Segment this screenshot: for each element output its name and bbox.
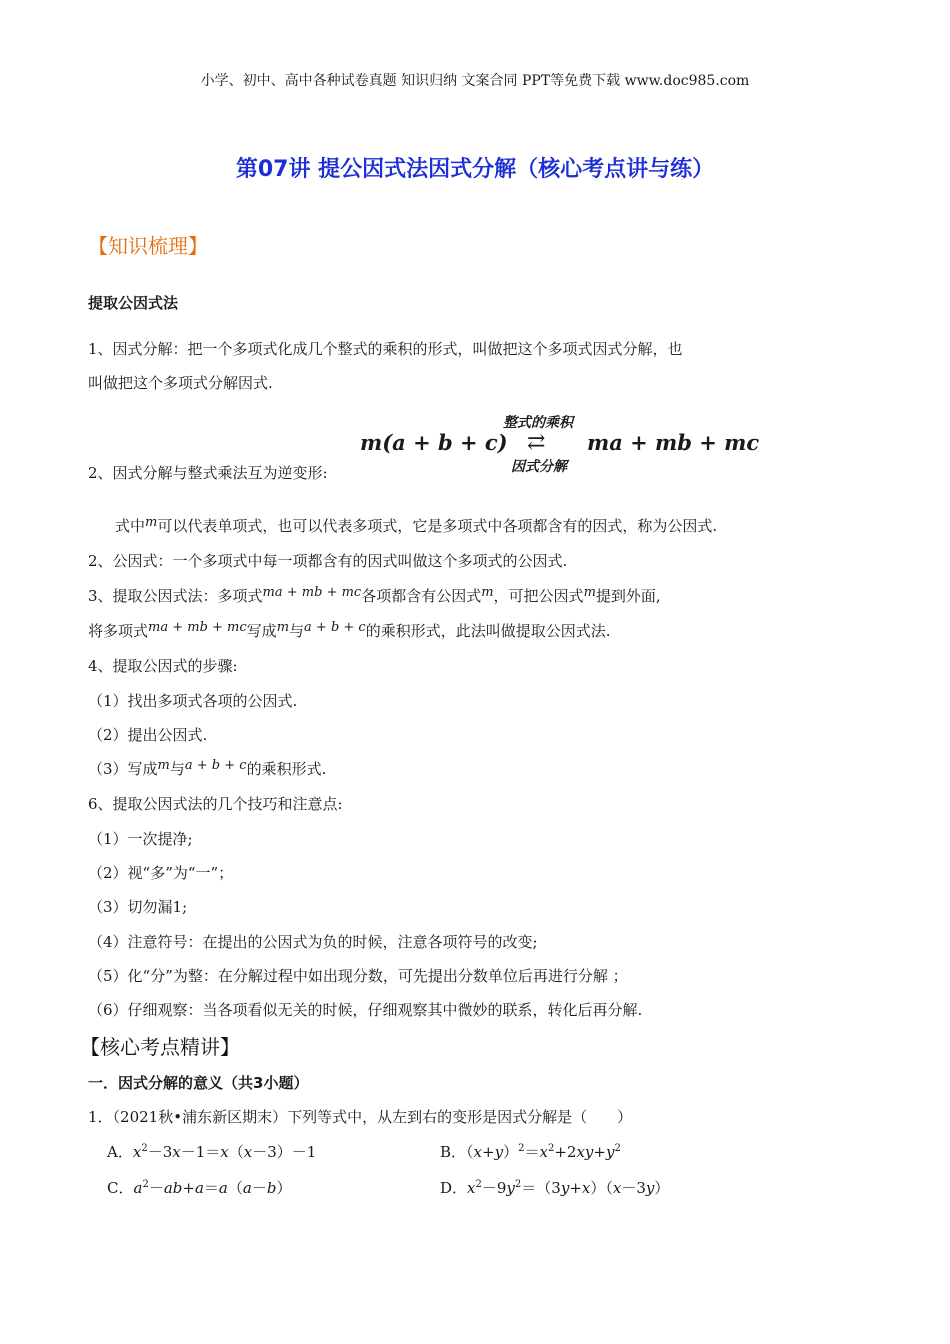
formula-bottom-label: 因式分解: [511, 459, 567, 475]
page-header: 小学、初中、高中各种试卷真题 知识归纳 文案合同 PPT等免费下载 www.doc985.com: [200, 73, 750, 89]
p6-text-c: 与: [289, 622, 305, 640]
option-b-label: B．: [440, 1143, 467, 1161]
subheading: 提取公因式法: [88, 294, 179, 312]
paragraph-1b: 叫做把这个多项式分解因式.: [88, 374, 273, 392]
tip-2: （2）视“多”为“一”；: [88, 864, 234, 882]
option-c-label: C．: [107, 1179, 134, 1197]
tip-6: （6）仔细观察：当各项看似无关的时候，仔细观察其中微妙的联系，转化后再分解.: [88, 1001, 643, 1019]
option-d[interactable]: [440, 1177, 669, 1198]
topic-heading: 一．因式分解的意义（共3小题）: [88, 1074, 309, 1092]
p3-text-a: 式中: [115, 517, 146, 535]
option-c[interactable]: [107, 1177, 291, 1198]
option-d-math: $x^2-9y^2=(3y+x)(x-3y)$: [467, 1179, 670, 1197]
p6-text-d: 的乘积形式，此法叫做提取公因式法.: [365, 622, 611, 640]
p6-text-a: 将多项式: [88, 622, 149, 640]
option-b[interactable]: [440, 1141, 621, 1162]
step3-text-a: （3）写成: [88, 760, 158, 778]
p6-math-m: m: [276, 620, 290, 635]
step3-math-m: m: [157, 758, 170, 773]
step-1: （1）找出多项式各项的公因式.: [88, 692, 298, 710]
reversible-arrow-icon: ⇄: [527, 430, 546, 455]
option-a-math: $x^2-3x-1=x(x-3)-1$: [132, 1143, 317, 1161]
p5-text-c: ，可把公因式: [493, 587, 584, 605]
p3-text-b: 可以代表单项式，也可以代表多项式，它是多项式中各项都含有的因式，称为公因式.: [157, 517, 718, 535]
paragraph-4: 2、公因式：一个多项式中每一项都含有的因式叫做这个多项式的公因式.: [88, 552, 568, 570]
question-1: 1．（2021秋•浦东新区期末）下列等式中，从左到右的变形是因式分解是（ ）: [88, 1108, 633, 1126]
p5-math-m1: m: [481, 585, 494, 600]
section-core-heading: 【核心考点精讲】: [80, 1035, 240, 1059]
p5-text-b: 各项都含有公因式: [361, 587, 482, 605]
p6-math-expr2: a + b + c: [304, 620, 366, 635]
step-3: [88, 758, 326, 779]
formula-left: m(a + b + c): [360, 430, 508, 455]
p3-math-m: m: [145, 515, 158, 530]
tip-5: （5）化“分”为整：在分解过程中如出现分数，可先提出分数单位后再进行分解 ；: [88, 967, 628, 985]
step-2: （2）提出公因式.: [88, 726, 208, 744]
page-title: 第07讲 提公因式法因式分解（核心考点讲与练）: [235, 157, 715, 182]
tip-4: （4）注意符号：在提出的公因式为负的时候，注意各项符号的改变;: [88, 933, 538, 951]
p6-text-b: 写成: [246, 622, 277, 640]
option-b-math: $(x+y)^2=x^2+2xy+y^2$: [466, 1143, 621, 1161]
option-d-label: D．: [440, 1179, 468, 1197]
paragraph-8: 6、提取公因式法的几个技巧和注意点:: [88, 795, 343, 813]
formula-top-label: 整式的乘积: [503, 415, 573, 431]
step3-text-c: 的乘积形式.: [246, 760, 327, 778]
p5-text-a: 3、提取公因式法：多项式: [88, 587, 263, 605]
paragraph-1a: 1、因式分解：把一个多项式化成几个整式的乘积的形式，叫做把这个多项式因式分解，也: [88, 340, 683, 358]
formula-right: ma + mb + mc: [587, 430, 760, 455]
paragraph-6: [88, 620, 610, 641]
tip-1: （1）一次提净;: [88, 830, 193, 848]
tip-3: （3）切勿漏1;: [88, 898, 188, 916]
step3-math-expr: a + b + c: [184, 758, 247, 773]
option-c-math: $a^2-ab+a=a(a-b)$: [133, 1179, 292, 1197]
section-knowledge-heading: 【知识梳理】: [88, 234, 208, 258]
p5-math-m2: m: [583, 585, 596, 600]
p6-math-expr: ma + mb + mc: [148, 620, 247, 635]
option-a-label: A．: [107, 1143, 133, 1161]
p5-text-d: 提到外面,: [595, 587, 661, 605]
paragraph-5: [88, 585, 661, 606]
paragraph-3: [115, 515, 717, 536]
p5-math-expr: ma + mb + mc: [262, 585, 362, 600]
paragraph-2: 2、因式分解与整式乘法互为逆变形:: [88, 464, 328, 482]
option-a[interactable]: [107, 1141, 316, 1162]
step3-text-b: 与: [169, 760, 185, 778]
paragraph-7: 4、提取公因式的步骤:: [88, 657, 238, 675]
